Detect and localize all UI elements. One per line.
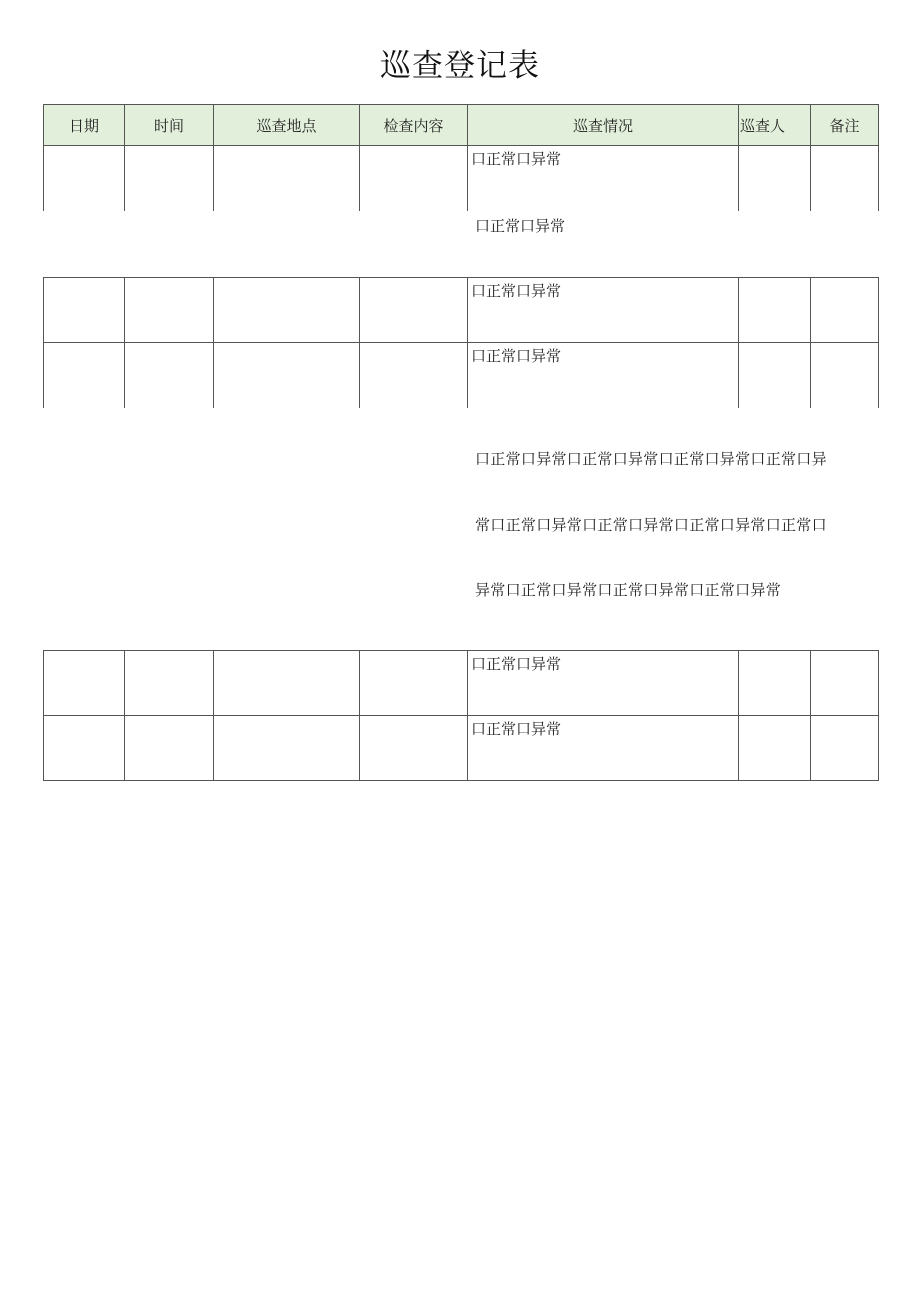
cell-time[interactable] [125, 278, 214, 343]
cell-location[interactable] [214, 278, 360, 343]
cell-status[interactable]: 口正常口异常 [468, 278, 739, 343]
cell-date[interactable] [44, 343, 125, 408]
cell-time[interactable] [125, 716, 214, 781]
table-row [44, 278, 879, 343]
header-time: 时间 [125, 105, 214, 146]
cell-date[interactable] [44, 716, 125, 781]
cell-status[interactable]: 口正常口异常 [468, 146, 739, 211]
cell-date[interactable] [44, 651, 125, 716]
cell-remarks[interactable] [811, 278, 879, 343]
overflow-status-line: 口正常口异常 [475, 217, 566, 235]
cell-content[interactable] [360, 343, 468, 408]
cell-status[interactable]: 口正常口异常 [468, 343, 739, 408]
cell-remarks[interactable] [811, 343, 879, 408]
cell-location[interactable] [214, 716, 360, 781]
header-location: 巡查地点 [214, 105, 360, 146]
header-status: 巡查情况 [468, 105, 739, 146]
cell-remarks[interactable] [811, 651, 879, 716]
patrol-table-block-2 [43, 277, 879, 408]
cell-location[interactable] [214, 146, 360, 211]
cell-remarks[interactable] [811, 716, 879, 781]
cell-content[interactable] [360, 716, 468, 781]
overflow-status-line: 口正常口异常口正常口异常口正常口异常口正常口异 [475, 450, 827, 468]
header-remarks: 备注 [811, 105, 879, 146]
cell-location[interactable] [214, 343, 360, 408]
patrol-table-block-3 [43, 650, 879, 781]
header-content: 检查内容 [360, 105, 468, 146]
cell-content[interactable] [360, 651, 468, 716]
patrol-table-header-block [43, 104, 879, 211]
table-row [44, 651, 879, 716]
cell-time[interactable] [125, 146, 214, 211]
cell-inspector[interactable] [739, 716, 811, 781]
page-title: 巡查登记表 [380, 48, 540, 84]
cell-inspector[interactable] [739, 651, 811, 716]
cell-date[interactable] [44, 278, 125, 343]
cell-status[interactable]: 口正常口异常 [468, 651, 739, 716]
cell-inspector[interactable] [739, 146, 811, 211]
cell-time[interactable] [125, 651, 214, 716]
cell-time[interactable] [125, 343, 214, 408]
header-inspector: 巡查人 [739, 105, 811, 146]
cell-inspector[interactable] [739, 343, 811, 408]
cell-date[interactable] [44, 146, 125, 211]
table-row [44, 343, 879, 408]
header-date: 日期 [44, 105, 125, 146]
overflow-status-line: 常口正常口异常口正常口异常口正常口异常口正常口 [475, 516, 827, 534]
table-row [44, 146, 879, 211]
cell-content[interactable] [360, 278, 468, 343]
table-row [44, 716, 879, 781]
cell-inspector[interactable] [739, 278, 811, 343]
cell-status[interactable]: 口正常口异常 [468, 716, 739, 781]
cell-remarks[interactable] [811, 146, 879, 211]
cell-location[interactable] [214, 651, 360, 716]
header-row [44, 105, 879, 146]
overflow-status-line: 异常口正常口异常口正常口异常口正常口异常 [475, 581, 782, 599]
cell-content[interactable] [360, 146, 468, 211]
